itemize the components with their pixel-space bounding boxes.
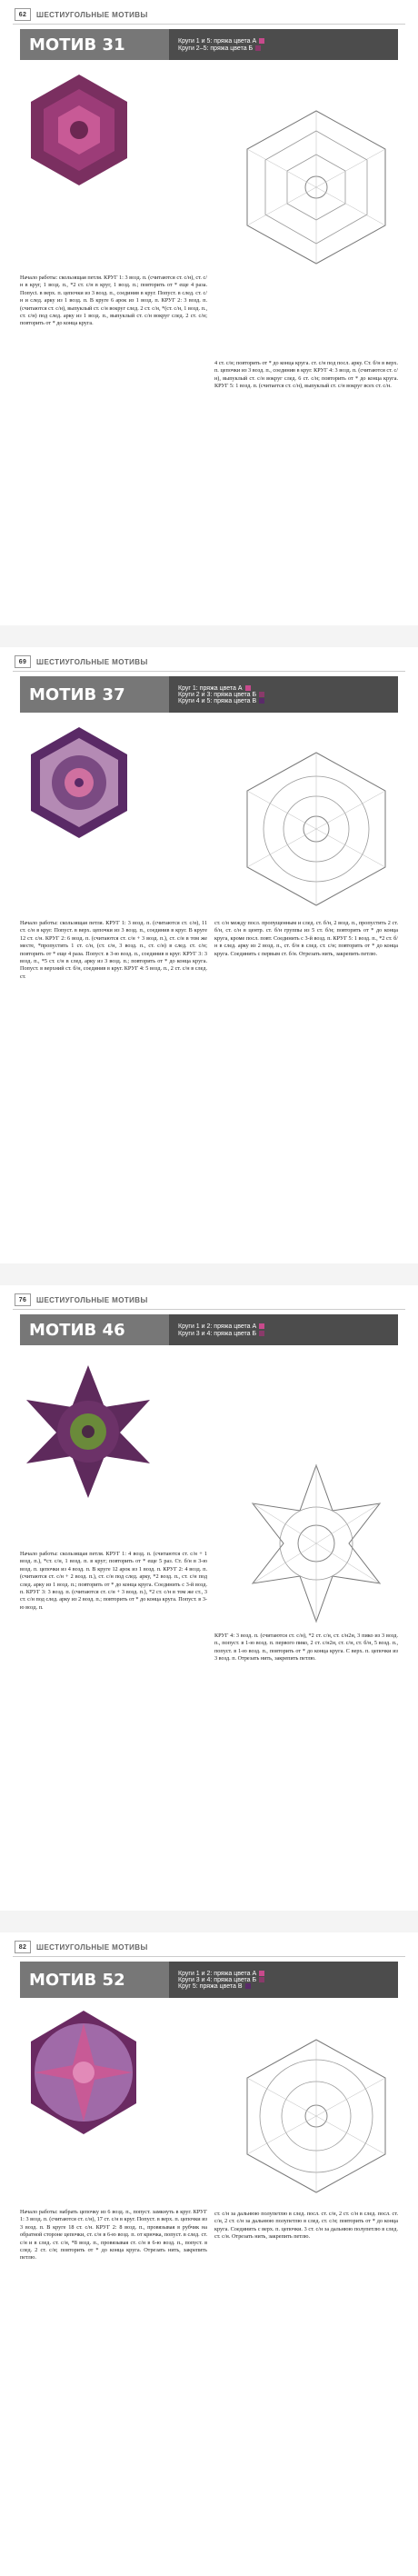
instructions-left: Начало работы: скользящая петля. КРУГ 1: 3 возд. п. (считаются ст. с/н), ст. с/н в круг, 1 возд. п., *2 ст. с/н в круг, 1 возд. п.; повторить от * еще 4 раза. Попусt. в верх. п. цепочки из 3 возд. п., соединив в круг. Попуст. в след. ст. с/н и след. арку из 1 возд. п. В круге 6 арок из 1 возд. п. КРУГ 2: 3 возд. п. (считаются ст. с/н), выпуклый ст. с/н вокруг след. 2 ст. с/н, *(ст. с/н, 1 возд. п., ст. с/н) под след. арку из 1 возд. п., выпуклый ст. с/н вокруг след. 2 ст. с/н; повторить от * до конца круга. bbox=[20, 275, 207, 327]
header-divider bbox=[13, 1309, 405, 1310]
section-title: ШЕСТИУГОЛЬНЫЕ МОТИВЫ bbox=[36, 1295, 148, 1304]
color-swatch-a bbox=[259, 1971, 264, 1976]
crochet-chart bbox=[234, 1463, 398, 1623]
color-legend-row: Круги 3 и 4: пряжа цвета Б bbox=[178, 1331, 398, 1337]
crochet-chart bbox=[234, 2036, 398, 2196]
motif-photo bbox=[20, 1363, 156, 1500]
header-divider bbox=[13, 24, 405, 25]
instructions-right: ст. с/н за дальнюю полупетлю в след. посл. ст. с/н, 2 ст. с/н в след. посл. ст. с/н, 2 ст. с/н за дальнюю полупетлю в след. ст. с/н; повторить от * до конца круга. Соединить с верх. п. цепочки. 3 ст. с/н за дальнюю полупетлю в след. ст. с/н. Отрезать нить, закрепить петлю. bbox=[214, 2211, 398, 2241]
color-legend-row: Круги 1 и 5: пряжа цвета А bbox=[178, 38, 398, 45]
color-swatch-b bbox=[259, 692, 264, 697]
page-motif-37 bbox=[0, 647, 418, 1263]
color-swatch-b bbox=[255, 45, 261, 51]
color-legend-row: Круги 1 и 2: пряжа цвета А bbox=[178, 1323, 398, 1330]
page-header bbox=[15, 654, 148, 669]
color-legend-row: Круги 4 и 5: пряжа цвета В bbox=[178, 698, 398, 704]
motif-title: МОТИВ 46 bbox=[20, 1314, 169, 1345]
header-divider bbox=[13, 1956, 405, 1957]
page-number: 82 bbox=[15, 1941, 31, 1953]
color-legend-row: Круги 2–5: пряжа цвета Б bbox=[178, 45, 398, 52]
motif-photo bbox=[20, 2009, 147, 2136]
motif-title: МОТИВ 37 bbox=[20, 676, 169, 713]
instructions-left: Начало работы: набрать цепочку из 6 возд. п., попуст. замкнуть в круг. КРУГ 1: 3 возд. п. (считаются ст. с/н), 17 ст. с/н в круг. Попуст. в верх. п. цепочки из 3 возд. п. В круге 18 ст. с/н. КРУГ 2: 8 возд. п., провязывая в рубчик на обратной стороне цепочки, ст. с/н в 6-ю возд. п. от крючка, попуст. в след. ст. с/н и в след. ст. с/н, *8 возд. п., провязывая ст. с/н в 6-ю возд. п., попуст. в след. 2 ст. с/н; повторить от * до конца круга. Отрезать нить, закрепить петлю. bbox=[20, 2209, 207, 2261]
section-title: ШЕСТИУГОЛЬНЫЕ МОТИВЫ bbox=[36, 10, 148, 19]
page-header bbox=[15, 1293, 148, 1307]
color-legend-row: Круг 1: пряжа цвета А bbox=[178, 685, 398, 692]
page-header bbox=[15, 7, 148, 22]
color-legend-row: Круги 3 и 4: пряжа цвета Б bbox=[178, 1977, 398, 1983]
header-divider bbox=[13, 671, 405, 672]
color-legend bbox=[169, 29, 398, 60]
instructions-right: КРУГ 4: 3 возд. п. (считаются ст. с/н), *2 ст. с/н, ст. с/н2н, 3 пико из 3 возд. п., попуст. в 1-ю возд. п. первого пико, 2 ст. с/н2н, ст. с/н, ст. б/н, 5 возд. п., попуст. в 1-ю возд. п., повторить от * до конца круга. С верх. п. цепочки из 3 возд. п. Отрезать нить, закрепить петлю. bbox=[214, 1632, 398, 1662]
title-bar bbox=[20, 1962, 398, 1998]
page-number: 76 bbox=[15, 1293, 31, 1306]
page-motif-46 bbox=[0, 1285, 418, 1911]
color-swatch-a bbox=[245, 685, 251, 691]
motif-title: МОТИВ 31 bbox=[20, 29, 169, 60]
color-legend-row: Круги 2 и 3: пряжа цвета Б bbox=[178, 692, 398, 698]
crochet-chart bbox=[234, 107, 398, 267]
color-legend-row: Круг 5: пряжа цвета В bbox=[178, 1983, 398, 1990]
color-swatch-b bbox=[259, 1331, 264, 1336]
motif-title: МОТИВ 52 bbox=[20, 1962, 169, 1998]
title-bar bbox=[20, 29, 398, 60]
page-header bbox=[15, 1940, 148, 1954]
page-motif-52 bbox=[0, 1932, 418, 2576]
title-bar bbox=[20, 676, 398, 713]
page-number: 62 bbox=[15, 8, 31, 21]
color-legend bbox=[169, 1314, 398, 1345]
instructions-right: 4 ст. с/н; повторить от * до конца круга. ст. с/н под посл. арку. Ст. б/н в верх. п. цепочки из 3 возд. п., соединив в круг. КРУГ 4: 3 возд. п. (считаются ст. с/н), выпуклый ст. с/н вокруг след. 6 ст. с/н; повторить от * до конца круга. КРУГ 5: 1 возд. п. (считается ст. с/н), выпуклый ст. с/н вокруг всех ст. с/н. bbox=[214, 360, 398, 390]
color-legend bbox=[169, 676, 398, 713]
color-swatch-v bbox=[259, 698, 264, 704]
section-title: ШЕСТИУГОЛЬНЫЕ МОТИВЫ bbox=[36, 1942, 148, 1952]
color-swatch-a bbox=[259, 1323, 264, 1329]
color-swatch-a bbox=[259, 38, 264, 44]
color-swatch-v bbox=[245, 1983, 251, 1989]
color-legend bbox=[169, 1962, 398, 1998]
color-swatch-b bbox=[259, 1977, 264, 1982]
page-motif-31 bbox=[0, 0, 418, 625]
motif-photo bbox=[20, 71, 138, 189]
color-legend-row: Круги 1 и 2: пряжа цвета А bbox=[178, 1971, 398, 1977]
section-title: ШЕСТИУГОЛЬНЫЕ МОТИВЫ bbox=[36, 657, 148, 666]
motif-photo bbox=[20, 724, 138, 842]
instructions-right: ст. с/н между посл. пропущенным и след. ст. б/н, 2 возд. п., пропустить 2 ст. б/н, ст. с/н в центр. ст. б/н группы из 5 ст. б/н; повторить от * до конца круга, кроме посл. повт. Соединить с 3-й возд. п. КРУГ 5: 1 возд. п., *2 ст. б/н в след. арку из 2 возд. п., ст. б/н в след. ст. с/н; повторить от * до конца круга. Соединить с первым ст. б/н. Отрезать нить, закрепить петлю. bbox=[214, 920, 398, 957]
title-bar bbox=[20, 1314, 398, 1345]
instructions-left: Начало работы: скользящая петля. КРУГ 1: 3 возд. п. (считаются ст. с/н), 11 ст. с/н в круг. Попуст. в верх. цепочки из 3 возд. п., соединив в круг. В круге 12 ст. с/н. КРУГ 2: 6 возд. п. (считаются ст. с/н + 3 возд. п.), ст. с/н в том же месте, *пропустить 1 ст. с/н, (ст. с/н, 3 возд. п., ст. с/н) в след. ст. с/н; повторить от * еще 4 раза. Попуст. в 3-ю возд. п., соединив в круг. КРУГ 3: 3 возд. п., *5 ст. с/н в след. арку из 3 возд. п.; повторить от * до конца круга. Попуст. в верхний ст. б/н, соединив в круг. КРУГ 4: 5 возд. п., 2 ст. с/н в след. ст. bbox=[20, 920, 207, 980]
instructions-left: Начало работы: скользящая петля. КРУГ 1: 4 возд. п. (считаются ст. с/н + 1 возд. п.), *ст. с/н, 1 возд. п. в круг; повторить от * еще 5 раз. Ст. б/н в 3-ю возд. п. цепочки из 4 возд. п. В круге 12 арок из 1 возд. п. КРУГ 2: 4 возд. п. (считаются ст. с/н + 2 возд. п.), ст. с/н под след. арку, *2 возд. п., ст. с/н под след. арку из 1 возд. п.; повторить от * до конца круга. Соединить с 3-й возд. п. КРУГ 3: 3 возд. п. (считаются ст. с/н + 3 возд. п.), *2 ст. с/н в том же ст., 3 ст. с/н под след. арку из 2 возд. п.; повторить от * до конца круга. Попуст. в 3-ю возд. п. bbox=[20, 1551, 207, 1611]
crochet-chart bbox=[234, 749, 398, 909]
page-number: 69 bbox=[15, 655, 31, 668]
